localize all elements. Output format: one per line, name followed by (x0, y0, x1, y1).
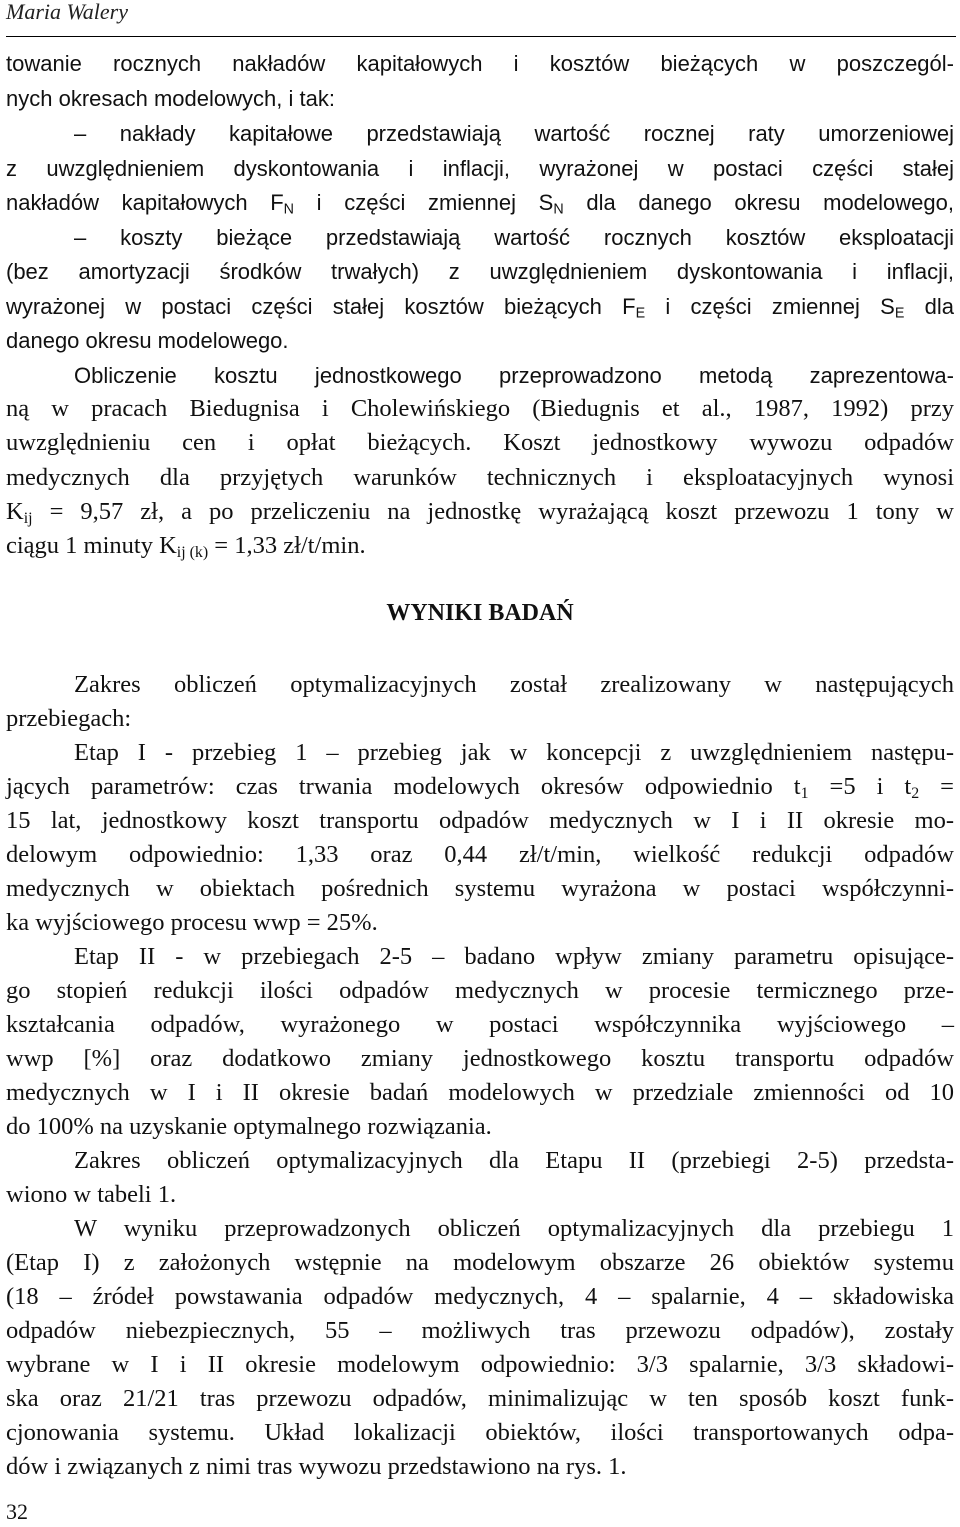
text-line: – nakłady kapitałowe przedstawiają wartość rocznej raty umorzeniowej (74, 121, 954, 146)
text-line: wyrażonej w postaci części stałej kosztów bieżących $F_E$ i części zmiennej $S_E$ dla (6, 294, 954, 322)
text-line: ną w pracach Biedugnisa i Cholewińskiego (Biedugnis et al., 1987, 1992) przy (6, 395, 954, 422)
text-line: (bez amortyzacji środków trwałych) z uwzględnieniem dyskontowania i inflacji, (6, 259, 954, 284)
text-line: (18 – źródeł powstawania odpadów medycznych, 4 – spalarnie, 4 – składowiska (6, 1283, 954, 1310)
text-line: wiono w tabeli 1. (6, 1181, 177, 1208)
text-line: medycznych dla przyjętych warunków technicznych i eksploatacyjnych wynosi (6, 464, 954, 491)
text-line: Zakres obliczeń optymalizacyjnych dla Etapu II (przebiegi 2-5) przedsta- (74, 1147, 954, 1174)
text-line: ciągu 1 minuty $K_{ij (k)} = 1,33$ zł/t/min. (6, 532, 366, 561)
text-line: W wyniku przeprowadzonych obliczeń optymalizacyjnych dla przebiegu 1 (74, 1215, 954, 1242)
section-title: WYNIKI BADAŃ (386, 600, 574, 626)
text-line: wwp [%] oraz dodatkowo zmiany jednostkowego kosztu transportu odpadów (6, 1045, 954, 1072)
header-rule (6, 36, 956, 37)
text-line: cjonowania systemu. Układ lokalizacji obiektów, ilości transportowanych odpa- (6, 1419, 954, 1446)
text-line: wybrane w I i II okresie modelowym odpowiednio: 3/3 spalarnie, 3/3 składowi- (6, 1351, 954, 1378)
text-line: Zakres obliczeń optymalizacyjnych został zrealizowany w następujących (74, 671, 954, 698)
text-line: kształcania odpadów, wyrażonego w postaci współczynnika wyjściowego – (6, 1011, 954, 1038)
text-line: uwzględnieniu cen i opłat bieżących. Koszt jednostkowy wywozu odpadów (6, 429, 954, 456)
text-line: towanie rocznych nakładów kapitałowych i kosztów bieżących w poszczegól- (6, 51, 954, 76)
text-line: nakładów kapitałowych $F_N$ i części zmiennej $S_N$ dla danego okresu modelowego, (6, 190, 954, 218)
text-line: dów i związanych z nimi tras wywozu przedstawiono na rys. 1. (6, 1453, 627, 1480)
text-line: medycznych w I i II okresie badań modelowych w przedziale zmienności od 10 (6, 1079, 954, 1106)
text-line: danego okresu modelowego. (6, 328, 289, 353)
text-line: medycznych w obiektach pośrednich systemu wyrażona w postaci współczynni- (6, 875, 954, 902)
page-number: 32 (6, 1499, 28, 1524)
text-line: $K_{ij} = 9,57$ zł, a po przeliczeniu na jednostkę wyrażającą koszt przewozu 1 tony w (6, 498, 954, 527)
text-line: go stopień redukcji ilości odpadów medycznych w procesie termicznego prze- (6, 977, 954, 1004)
text-line: – koszty bieżące przedstawiają wartość rocznych kosztów eksploatacji (74, 225, 954, 250)
text-line: Obliczenie kosztu jednostkowego przeprowadzono metodą zaprezentowa- (74, 363, 954, 388)
text-line: przebiegach: (6, 705, 132, 732)
text-line: 15 lat, jednostkowy koszt transportu odpadów medycznych w I i II okresie mo- (6, 807, 954, 834)
text-line: nych okresach modelowych, i tak: (6, 86, 335, 111)
text-line: ska oraz 21/21 tras przewozu odpadów, minimalizując w ten sposób koszt funk- (6, 1385, 954, 1412)
text-line: do 100% na uzyskanie optymalnego rozwiązania. (6, 1113, 492, 1140)
text-line: ka wyjściowego procesu wwp = 25%. (6, 909, 378, 936)
text-line: (Etap I) z założonych wstępnie na modelowym obszarze 26 obiektów systemu (6, 1249, 954, 1276)
text-line: delowym odpowiednio: 1,33 oraz 0,44 zł/t/min, wielkość redukcji odpadów (6, 841, 954, 868)
text-line: Etap II - w przebiegach 2-5 – badano wpływ zmiany parametru opisujące- (74, 943, 954, 970)
text-line: jących parametrów: czas trwania modelowych okresów odpowiednio $t_1 =5$ i $t_2$ = (6, 773, 954, 802)
text-line: odpadów niebezpiecznych, 55 – możliwych tras przewozu odpadów), zostały (6, 1317, 954, 1344)
text-line: Etap I - przebieg 1 – przebieg jak w koncepcji z uwzględnieniem następu- (74, 739, 954, 766)
text-line: z uwzględnieniem dyskontowania i inflacji, wyrażonej w postaci części stałej (6, 156, 954, 181)
running-head: Maria Walery (6, 0, 129, 24)
